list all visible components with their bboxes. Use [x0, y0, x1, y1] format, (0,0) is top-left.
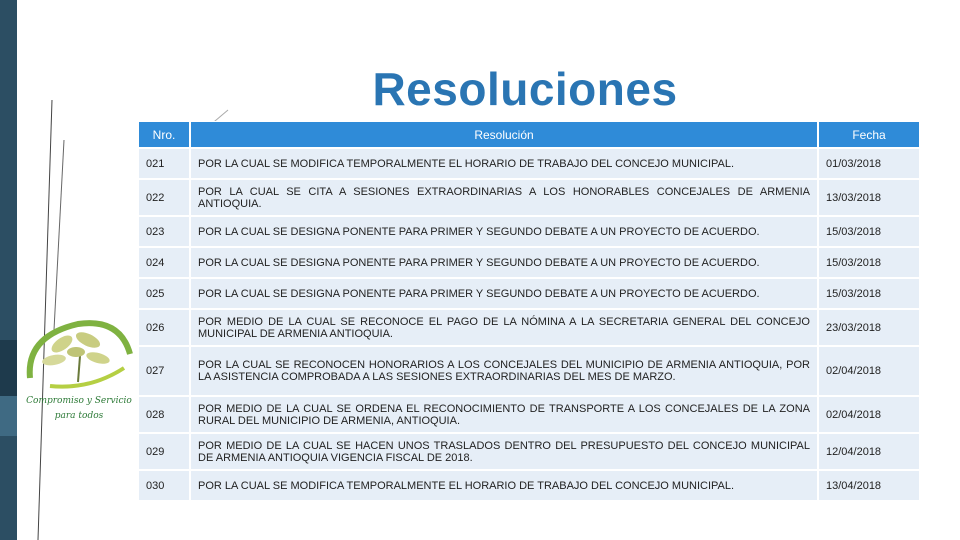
cell-fecha: 01/03/2018: [818, 148, 920, 179]
table-row: [138, 396, 920, 433]
resolutions-table: [138, 121, 920, 501]
cell-nro: 024: [138, 247, 190, 278]
leaf-logo-icon: [20, 316, 138, 396]
table-row: [138, 179, 920, 216]
logo-caption-line1: Compromiso y Servicio: [26, 396, 132, 406]
cell-resolucion: POR LA CUAL SE DESIGNA PONENTE PARA PRIMER Y SEGUNDO DEBATE A UN PROYECTO DE ACUERDO.: [190, 216, 818, 247]
header-nro: Nro.: [138, 121, 190, 148]
cell-fecha: 02/04/2018: [818, 396, 920, 433]
cell-resolucion: POR LA CUAL SE CITA A SESIONES EXTRAORDINARIAS A LOS HONORABLES CONCEJALES DE ARMENIA ANTIOQUIA.: [190, 179, 818, 216]
table-row: [138, 148, 920, 179]
cell-fecha: 15/03/2018: [818, 216, 920, 247]
cell-resolucion: POR LA CUAL SE RECONOCEN HONORARIOS A LOS CONCEJALES DEL MUNICIPIO DE ARMENIA ANTIOQUIA, POR LA ASISTENCIA COMPROBADA A LAS SESIONES EXTRAORDINARIAS DEL MES DE MARZO.: [190, 346, 818, 396]
cell-fecha: 13/04/2018: [818, 470, 920, 501]
cell-nro: 026: [138, 309, 190, 346]
cell-nro: 025: [138, 278, 190, 309]
cell-resolucion: POR LA CUAL SE MODIFICA TEMPORALMENTE EL HORARIO DE TRABAJO DEL CONCEJO MUNICIPAL.: [190, 470, 818, 501]
cell-nro: 022: [138, 179, 190, 216]
cell-nro: 030: [138, 470, 190, 501]
cell-fecha: 02/04/2018: [818, 346, 920, 396]
cell-nro: 021: [138, 148, 190, 179]
cell-nro: 027: [138, 346, 190, 396]
table-row: [138, 470, 920, 501]
table-row: [138, 216, 920, 247]
table-header-row: [138, 121, 920, 148]
cell-fecha: 23/03/2018: [818, 309, 920, 346]
table-row: [138, 247, 920, 278]
cell-fecha: 15/03/2018: [818, 247, 920, 278]
header-fecha: Fecha: [818, 121, 920, 148]
header-resolucion: Resolución: [190, 121, 818, 148]
municipal-logo: [20, 316, 138, 430]
cell-resolucion: POR LA CUAL SE DESIGNA PONENTE PARA PRIMER Y SEGUNDO DEBATE A UN PROYECTO DE ACUERDO.: [190, 247, 818, 278]
logo-caption-line2: para todos: [54, 411, 104, 421]
cell-fecha: 13/03/2018: [818, 179, 920, 216]
cell-nro: 023: [138, 216, 190, 247]
table-row: [138, 309, 920, 346]
cell-nro: 028: [138, 396, 190, 433]
cell-resolucion: POR LA CUAL SE DESIGNA PONENTE PARA PRIMER Y SEGUNDO DEBATE A UN PROYECTO DE ACUERDO.: [190, 278, 818, 309]
cell-resolucion: POR LA CUAL SE MODIFICA TEMPORALMENTE EL HORARIO DE TRABAJO DEL CONCEJO MUNICIPAL.: [190, 148, 818, 179]
cell-resolucion: POR MEDIO DE LA CUAL SE HACEN UNOS TRASLADOS DENTRO DEL PRESUPUESTO DEL CONCEJO MUNICIPAL DE ARMENIA ANTIOQUIA VIGENCIA FISCAL DE 2018.: [190, 433, 818, 470]
cell-nro: 029: [138, 433, 190, 470]
cell-fecha: 15/03/2018: [818, 278, 920, 309]
table-row: [138, 278, 920, 309]
cell-resolucion: POR MEDIO DE LA CUAL SE ORDENA EL RECONOCIMIENTO DE TRANSPORTE A LOS CONCEJALES DE LA ZONA RURAL DEL MUNICIPIO DE ARMENIA, ANTIOQUIA.: [190, 396, 818, 433]
table-row: [138, 346, 920, 396]
table-row: [138, 433, 920, 470]
page-title: Resoluciones: [372, 63, 678, 115]
cell-fecha: 12/04/2018: [818, 433, 920, 470]
cell-resolucion: POR MEDIO DE LA CUAL SE RECONOCE EL PAGO DE LA NÓMINA A LA SECRETARIA GENERAL DEL CONCEJO MUNICIPAL DE ARMENIA ANTIOQUIA.: [190, 309, 818, 346]
